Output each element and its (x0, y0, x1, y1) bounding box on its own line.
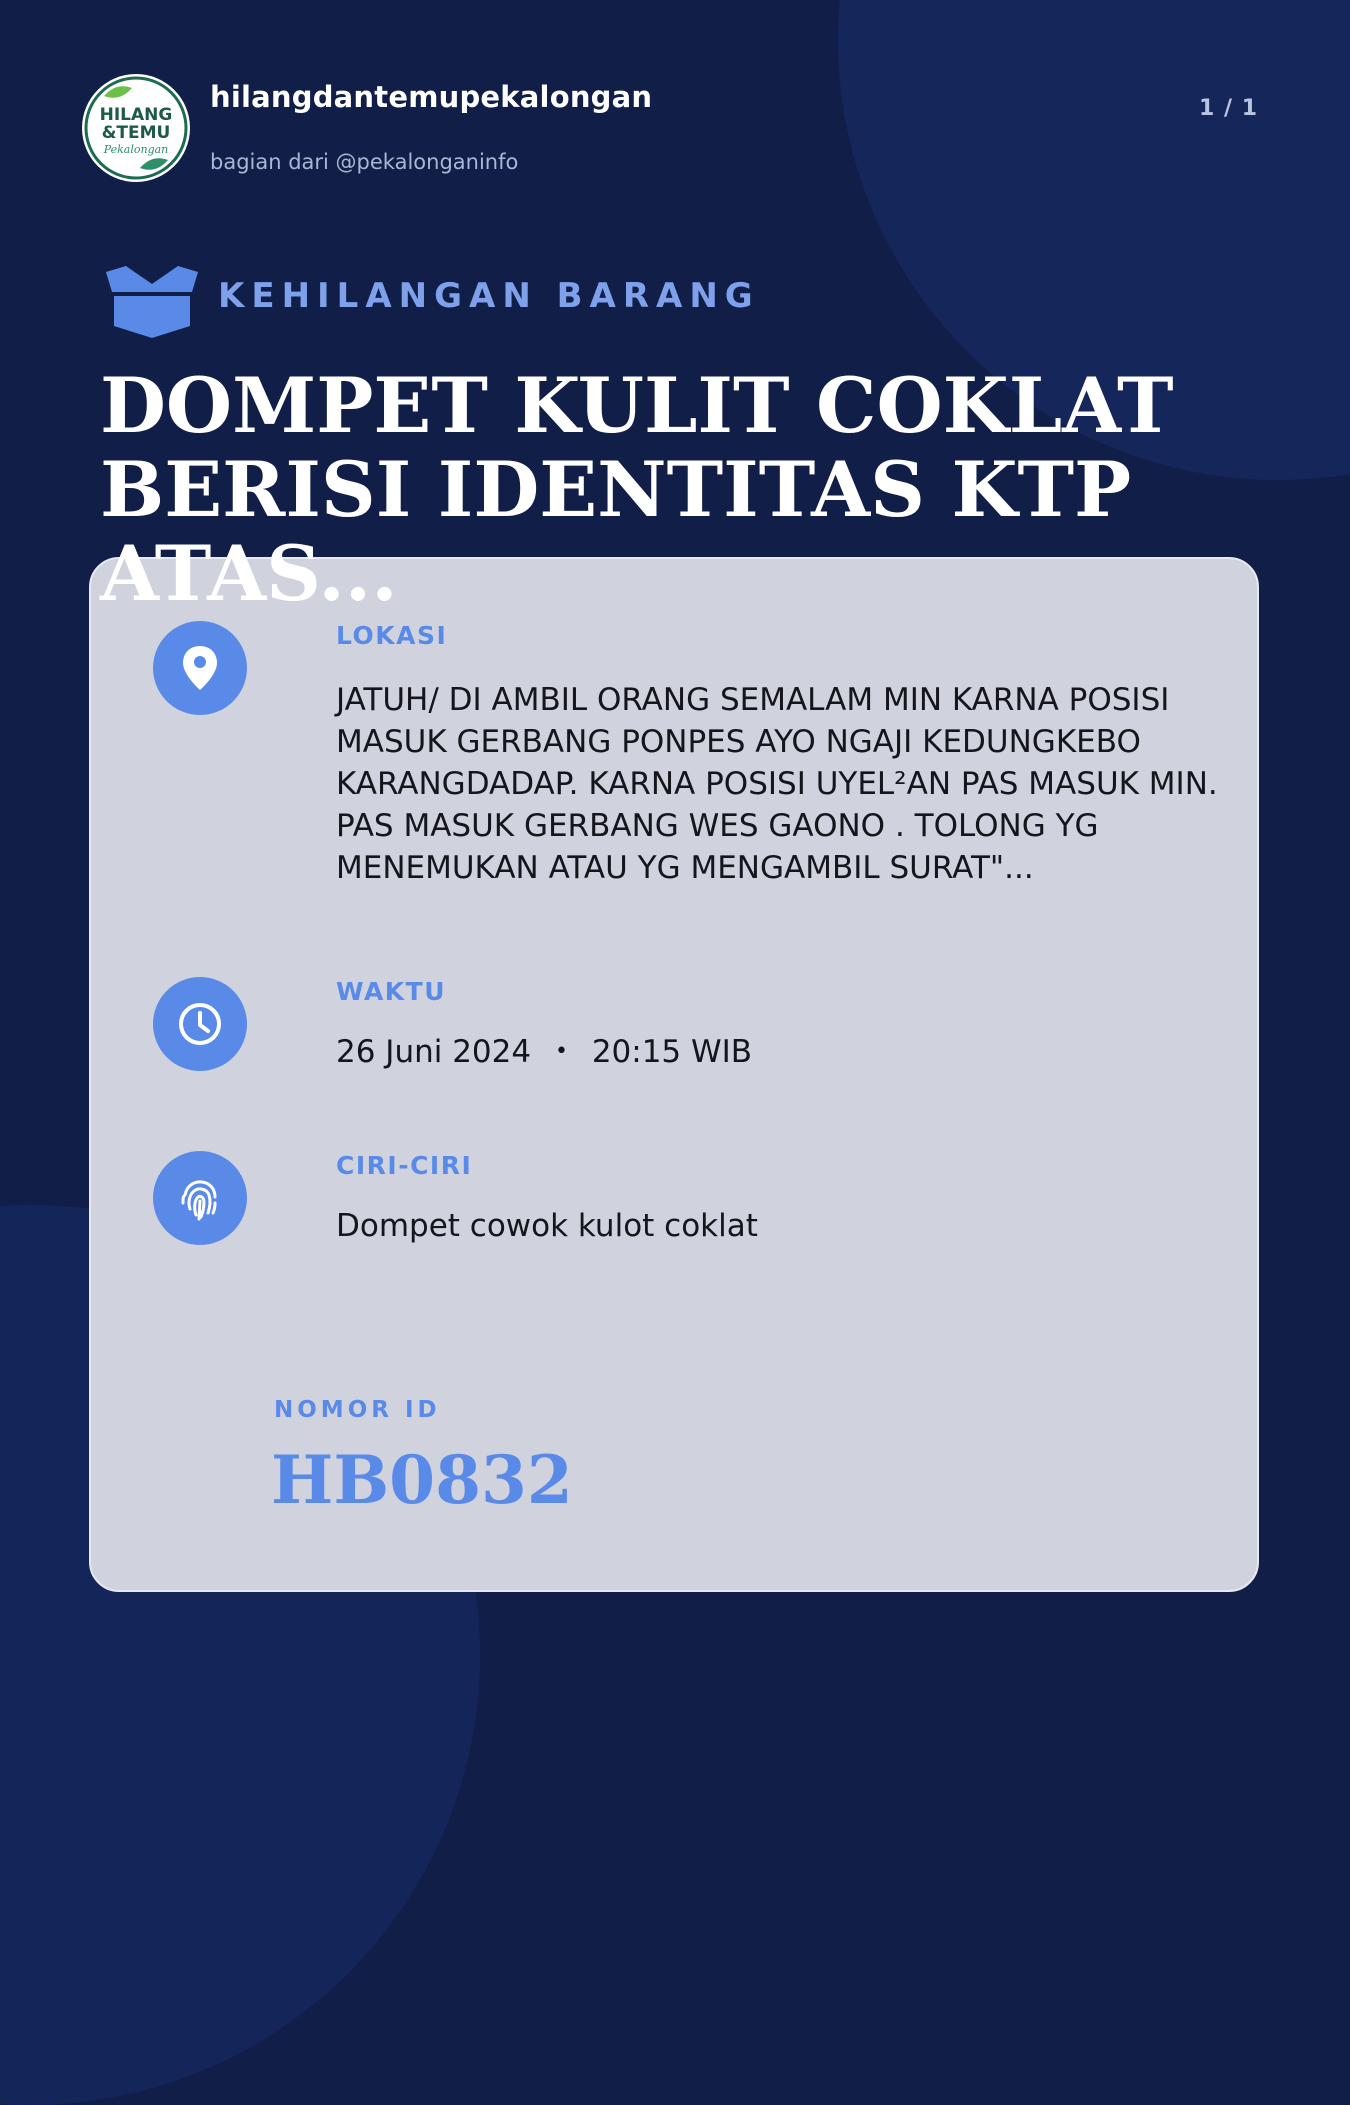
clock-icon (177, 1001, 223, 1047)
svg-text:&TEMU: &TEMU (101, 123, 171, 143)
map-pin-icon (180, 644, 220, 692)
id-label: NOMOR ID (274, 1397, 441, 1423)
location-value: JATUH/ DI AMBIL ORANG SEMALAM MIN KARNA POSISI MASUK GERBANG PONPES AYO NGAJI KEDUNGKEBO KARANGDADAP. KARNA POSISI UYEL²AN PAS MASUK MIN. PAS MASUK GERBANG WES GAONO . TOLONG YG MENEMUKAN ATAU YG MENGAMBIL SURAT"... (336, 682, 1218, 886)
time-value (336, 1031, 1236, 1077)
hilang-temu-logo (82, 74, 190, 182)
page-counter: 1 / 1 (1199, 96, 1258, 121)
box-icon (104, 266, 200, 338)
post-title: DOMPET KULIT COKLAT BERISI IDENTITAS KTP ATAS... (100, 361, 1174, 618)
svg-text:HILANG: HILANG (99, 105, 173, 125)
location-label: LOKASI (336, 621, 448, 650)
account-name[interactable]: hilangdantemupekalongan (210, 80, 653, 114)
category-label: KEHILANGAN BARANG (218, 276, 760, 316)
time-text: 20:15 WIB (591, 1034, 753, 1070)
time-icon-circle (153, 977, 247, 1071)
details-card (89, 557, 1259, 1592)
fingerprint-icon (177, 1175, 223, 1221)
location-icon-circle (153, 621, 247, 715)
account-avatar[interactable] (82, 74, 190, 182)
features-value: Dompet cowok kulot coklat (336, 1208, 758, 1244)
svg-text:Pekalongan: Pekalongan (103, 143, 169, 156)
id-value: HB0832 (271, 1441, 573, 1519)
separator-dot: • (554, 1039, 568, 1064)
features-icon-circle (153, 1151, 247, 1245)
time-label: WAKTU (336, 977, 447, 1006)
account-header (82, 74, 1282, 184)
date-text: 26 Juni 2024 (336, 1034, 532, 1070)
account-subtitle: bagian dari @pekalonganinfo (210, 150, 519, 174)
features-label: CIRI-CIRI (336, 1151, 473, 1180)
